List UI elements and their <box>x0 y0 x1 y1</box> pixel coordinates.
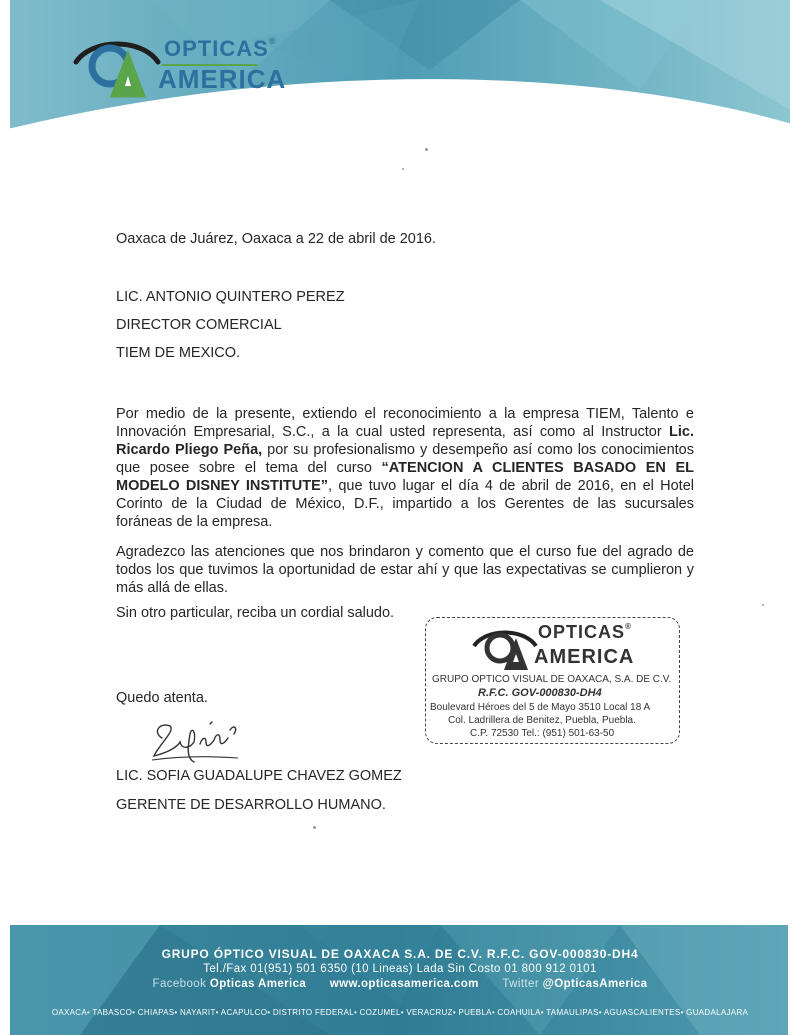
scan-speck <box>762 604 764 606</box>
signer-title: GERENTE DE DESARROLLO HUMANO. <box>116 797 386 813</box>
instructor-name: Lic. Ricardo Pliego Peña, <box>116 424 694 458</box>
footer-states-list: OAXACA• TABASCO• CHIAPAS• NAYARIT• ACAPULCO• DISTRITO FEDERAL• COZUMEL• VERACRUZ• PUEBLA• COAHUILA• TAMAULIPAS• AGUASCALIENTES• GUADALAJARA <box>51 1008 749 1017</box>
recipient-position: DIRECTOR COMERCIAL <box>116 317 282 333</box>
scan-speck <box>425 148 428 151</box>
recipient-block <box>116 288 345 372</box>
stamp-company: GRUPO OPTICO VISUAL DE OAXACA, S.A. DE C.V. <box>432 674 672 685</box>
letter-date: Oaxaca de Juárez, Oaxaca a 22 de abril de 2016. <box>116 231 437 247</box>
recipient-company: TIEM DE MEXICO. <box>116 345 241 361</box>
twitter-link[interactable]: Twitter @OpticasAmerica <box>502 978 648 990</box>
scan-speck <box>313 826 316 829</box>
scan-speck <box>402 168 404 170</box>
closing-line: Quedo atenta. <box>116 690 208 706</box>
stamp-logo-opticas: OPTICAS® <box>538 622 632 642</box>
company-logo <box>72 34 287 104</box>
logo-text-opticas: OPTICAS® <box>164 36 277 61</box>
course-title: “ATENCION A CLIENTES BASADO EN EL MODELO DISNEY INSTITUTE” <box>116 460 695 494</box>
handwritten-signature <box>150 712 240 768</box>
footer-company-line: GRUPO ÓPTICO VISUAL DE OAXACA S.A. DE C.V. R.F.C. GOV-000830-DH4 <box>161 947 639 961</box>
stamp-address-2: Col. Ladrillera de Benitez, Puebla, Puebla. <box>448 715 636 726</box>
recipient-name: LIC. ANTONIO QUINTERO PEREZ <box>116 289 345 305</box>
stamp-logo-america: AMERICA <box>534 646 635 668</box>
letter-paragraph-2: Agradezco las atenciones que nos brindaron y comento que el curso fue del agrado de todos los que tuvimos la oportunidad de estar ahí y que las expectativas se cumplieron y más allá de ellas. <box>116 544 694 596</box>
company-stamp <box>425 617 680 744</box>
eye-logo-icon <box>72 34 162 100</box>
letter-paragraph-1: Por medio de la presente, extiendo el reconocimiento a la empresa TIEM, Talento e Innovación Empresarial, S.C., a la cual usted representa, así como al Instructor Lic. Ricardo Pliego Peña, por su profesionalismo y desempeño así como los conocimientos que posee sobre el tema del curso “ATENCION A CLIENTES BASADO EN EL MODELO DISNEY INSTITUTE”, que tuvo lugar el día 4 de abril de 2016, en el Hotel Corinto de la Ciudad de México, D.F., impartido a los Gerentes de las sucursales foráneas de la empresa. <box>116 406 695 530</box>
website-link[interactable]: www.opticasamerica.com <box>329 978 479 990</box>
facebook-link[interactable]: Facebook Opticas America <box>152 978 307 990</box>
footer-social-line <box>0 978 800 990</box>
logo-text-america: AMERICA <box>158 64 287 94</box>
signer-name: LIC. SOFIA GUADALUPE CHAVEZ GOMEZ <box>116 768 402 784</box>
stamp-address-3: C.P. 72530 Tel.: (951) 501-63-50 <box>470 728 615 739</box>
footer-phone-line: Tel./Fax 01(951) 501 6350 (10 Lineas) Lada Sin Costo 01 800 912 0101 <box>203 963 597 975</box>
stamp-rfc: R.F.C. GOV-000830-DH4 <box>478 687 602 699</box>
letter-paragraph-3: Sin otro particular, reciba un cordial saludo. <box>116 605 395 621</box>
stamp-address-1: Boulevard Héroes del 5 de Mayo 3510 Local 18 A <box>430 702 651 713</box>
registered-mark: ® <box>268 36 277 46</box>
